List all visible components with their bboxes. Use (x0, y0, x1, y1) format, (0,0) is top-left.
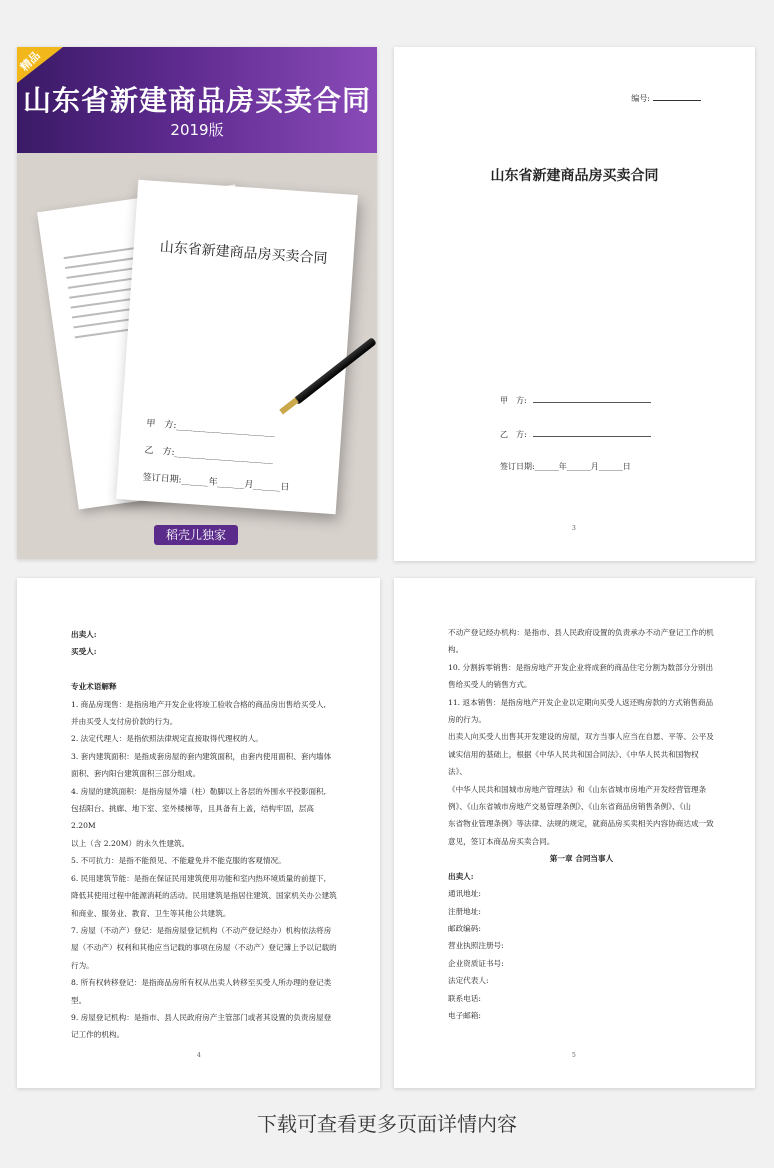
text-line: 4. 房屋的建筑面积：是指房屋外墙（柱）勒脚以上各层的外围水平投影面积, (71, 786, 327, 796)
text-line: 并由买受人支付房价款的行为。 (71, 717, 178, 727)
text-line: 11. 返本销售：是指房地产开发企业以定期向买受人返还购房款的方式销售商品 (448, 697, 714, 707)
text-line: 9. 房屋登记机构：是指市、县人民政府房产主管部门或者其设置的负责房屋登 (71, 1012, 332, 1022)
page-4-body (71, 626, 340, 1044)
party-a-label: 甲 方: (500, 396, 527, 405)
page-number: 4 (197, 1052, 201, 1059)
text-line: 企业资质证书号: (448, 958, 504, 968)
text-line: 房的行为。 (448, 715, 486, 725)
page-4-thumbnail[interactable] (17, 578, 380, 1088)
cover-title: 山东省新建商品房买卖合同 (22, 84, 371, 117)
page-5-body (448, 624, 715, 1024)
text-line: 出卖人: (71, 630, 97, 639)
text-line: 出卖人向买受人出售其开发建设的房屋，双方当事人应当在自愿、平等、公平及 (448, 732, 714, 742)
text-line: 《中华人民共和国城市房地产管理法》和《山东省城市房地产开发经营管理条 (448, 784, 707, 794)
text-line: 1. 商品房现售：是指房地产开发企业将竣工验收合格的商品房出售给买受人, (71, 699, 327, 709)
text-line: 注册地址: (448, 906, 481, 916)
text-line: 出卖人: (448, 871, 474, 881)
text-line: 邮政编码: (448, 923, 481, 933)
premium-tag-label: 精品 (17, 48, 43, 74)
text-line: 7. 房屋（不动产）登记：是指房屋登记机构（不动产登记经办）机构依法将房 (71, 925, 332, 935)
party-b-field (500, 429, 651, 440)
text-line: 10. 分割拆零销售：是指房地产开发企业将成套的商品住宅分割为数部分分别出 (448, 662, 714, 672)
text-line: 型。 (71, 995, 87, 1005)
text-line: 联系电话: (448, 993, 481, 1003)
text-line: 记工作的机构。 (71, 1030, 125, 1040)
sheet-title: 山东省新建商品房买卖合同 (159, 239, 328, 268)
download-hint: 下载可查看更多页面详情内容 (257, 1112, 517, 1136)
text-line (71, 661, 340, 678)
page-number: 3 (572, 525, 576, 532)
text-line: 不动产登记经办机构：是指市、县人民政府设置的负责承办不动产登记工作的机 (448, 628, 714, 637)
text-line: 以上（含 2.20M）的永久性建筑。 (71, 838, 190, 848)
front-sheet-illustration (116, 180, 358, 515)
page-number: 5 (572, 1052, 576, 1059)
contract-number-line (653, 100, 701, 101)
party-a-field (500, 395, 651, 406)
text-line: 第一章 合同当事人 (549, 854, 614, 864)
text-line: 专业术语解释 (71, 682, 117, 692)
text-line: 5. 不可抗力：是指不能预见、不能避免并不能克服的客观情况。 (71, 856, 286, 866)
cover-year: 2019版 (170, 121, 224, 139)
text-line: 屋（不动产）权利和其他应当记载的事项在房屋（不动产）登记簿上予以记载的 (71, 943, 337, 953)
party-a-line (533, 402, 651, 403)
page-title: 山东省新建商品房买卖合同 (490, 168, 659, 184)
text-line: 买受人: (71, 647, 97, 657)
text-line: 电子邮箱: (448, 1010, 481, 1020)
text-line: 8. 所有权转移登记：是指商品房所有权从出卖人转移至买受人所办理的登记类 (71, 978, 332, 988)
sign-date: 签订日期:______年______月______日 (500, 462, 631, 471)
text-line: 构。 (448, 645, 464, 655)
text-line: 降低其使用过程中能源消耗的活动。民用建筑是指居住建筑、国家机关办公建筑 (71, 891, 337, 901)
text-line: 东省物业管理条例》等法律、法规的规定，就商品房买卖相关内容协商达成一致 (448, 819, 714, 829)
text-line: 例》、《山东省城市房地产交易管理条例》、《山东省商品房销售条例》、《山 (448, 802, 691, 812)
contract-number-label: 编号: (631, 94, 650, 103)
text-line: 2. 法定代理人：是指依照法律规定直接取得代理权的人。 (71, 734, 263, 744)
text-line: 3. 套内建筑面积：是指成套房屋的套内建筑面积，由套内使用面积、套内墙体 (71, 751, 332, 761)
text-line: 法定代表人: (448, 976, 489, 986)
contract-number (631, 93, 701, 104)
text-line: 面积、套内阳台建筑面积三部分组成。 (71, 769, 201, 779)
text-line: 6. 民用建筑节能：是指在保证民用建筑使用功能和室内热环境质量的前提下, (71, 873, 327, 883)
party-b-label: 乙 方: (500, 430, 527, 439)
party-b-line (533, 436, 651, 437)
page-3-thumbnail[interactable] (394, 47, 755, 561)
text-line: 售给买受人的销售方式。 (448, 680, 532, 690)
text-line: 诚实信用的基础上，根据《中华人民共和国合同法》、《中华人民共和国物权法》、 (448, 749, 699, 777)
sheet-sign-date: 签订日期:______年______月______日 (142, 472, 290, 493)
text-line: 意见，签订本商品房买卖合同。 (448, 836, 555, 846)
sheet-party-a: 甲 方:______________________ (146, 418, 276, 438)
sheet-party-b: 乙 方:______________________ (144, 445, 274, 465)
text-line: 和商业、服务业、教育、卫生等其他公共建筑。 (71, 908, 231, 918)
cover-thumbnail[interactable] (17, 47, 377, 559)
text-line: 行为。 (71, 960, 94, 970)
text-line: 通讯地址: (448, 889, 481, 899)
page-5-thumbnail[interactable] (394, 578, 755, 1088)
exclusive-badge: 稻壳儿独家 (154, 525, 238, 545)
text-line: 营业执照注册号: (448, 941, 504, 951)
text-line: 包括阳台、挑廊、地下室、室外楼梯等，且具备有上盖，结构牢固，层高 2.20M (71, 804, 314, 831)
